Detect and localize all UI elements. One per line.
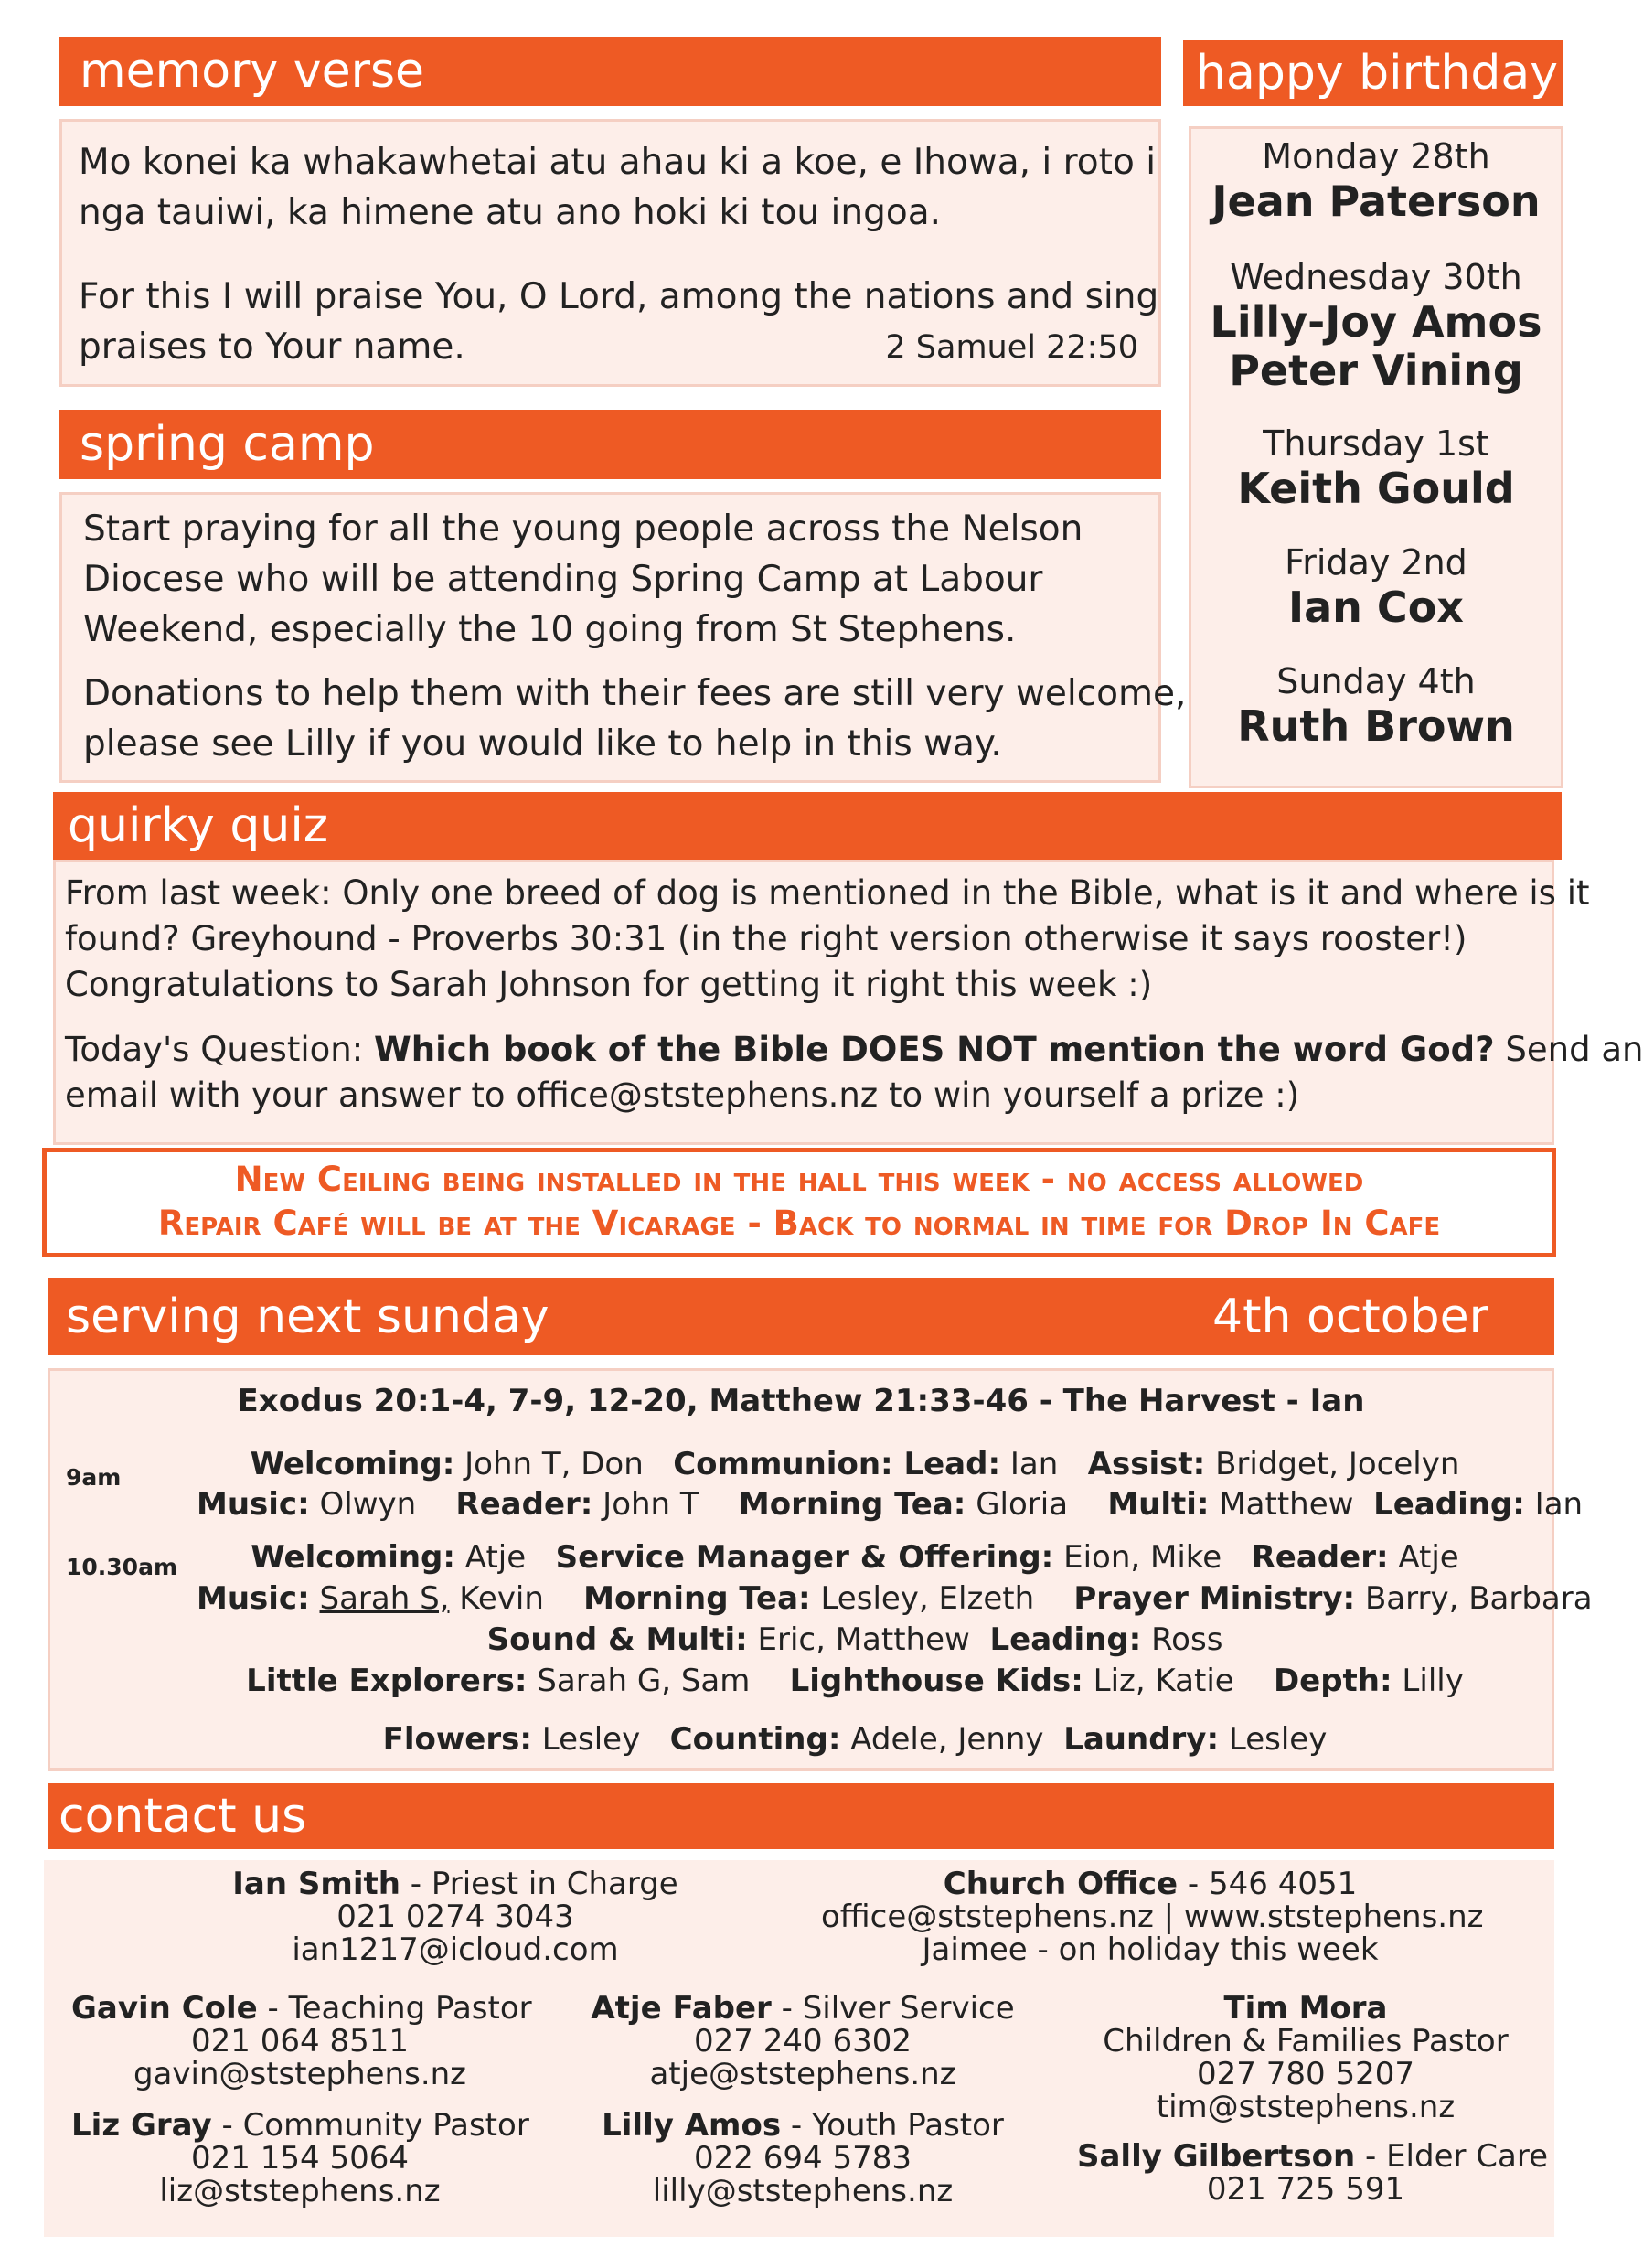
serving-1030-row-2	[197, 1580, 1593, 1617]
contact-title-text: Children & Families Pastor	[1103, 2023, 1509, 2059]
readings-text: Exodus 20:1-4, 7-9, 12-20, Matthew 21:33-46 - The Harvest - Ian	[237, 1383, 1365, 1419]
role-label: Lighthouse Kids:	[789, 1663, 1083, 1699]
role-label: Reader:	[455, 1486, 593, 1523]
birthday-name: Lilly-Joy Amos	[1210, 297, 1542, 347]
birthday-title: happy birthday	[1196, 46, 1558, 101]
birthday-name: Keith Gould	[1237, 464, 1515, 513]
notice-line-2: Repair Café will be at the Vicarage - Back to normal in time for Drop In Cafe	[157, 1204, 1441, 1243]
birthday-name: Jean Paterson	[1211, 177, 1541, 226]
contact-title-text: - Priest in Charge	[400, 1866, 678, 1902]
quirky-quiz-box	[53, 860, 1643, 1145]
notice-line-1: New Ceiling being installed in the hall this week - no access allowed	[234, 1160, 1364, 1199]
contact-box	[44, 1860, 1554, 2237]
role-names: Lesley	[531, 1721, 641, 1758]
role-names: Ian	[1000, 1446, 1059, 1482]
serving-extras-row	[105, 1721, 1605, 1758]
spring-camp-text: Weekend, especially the 10 going from St Stephens.	[83, 609, 1017, 650]
role-names: Matthew	[1209, 1486, 1354, 1523]
quirky-quiz-header	[53, 792, 1562, 860]
contact-name: Gavin Cole	[71, 1990, 258, 2027]
role-names: Kevin	[449, 1580, 544, 1617]
serving-box	[48, 1368, 1593, 1771]
role-label: Sound & Multi:	[486, 1621, 748, 1658]
role-names: Eion, Mike	[1053, 1539, 1222, 1576]
spring-camp-header	[59, 410, 1161, 479]
contact-name: Atje Faber	[591, 1990, 772, 2027]
role-label: Leading:	[989, 1621, 1142, 1658]
role-names: Barry, Barbara	[1355, 1580, 1593, 1617]
role-label: Welcoming:	[250, 1446, 455, 1482]
quiz-question-bold: Which book of the Bible DOES NOT mention the word God?	[373, 1030, 1495, 1069]
quiz-text: From last week: Only one breed of dog is mentioned in the Bible, what is it and where is it	[65, 873, 1590, 913]
role-label: Laundry:	[1063, 1721, 1220, 1758]
role-names: Atje	[455, 1539, 527, 1576]
service-time-1030am: 10.30am	[66, 1554, 177, 1580]
spring-camp-box	[59, 492, 1187, 783]
role-names: Sarah G, Sam	[527, 1663, 751, 1699]
contact-name: Sally Gilbertson	[1077, 2138, 1356, 2175]
role-label: Flowers:	[382, 1721, 532, 1758]
role-label: Depth:	[1273, 1663, 1392, 1699]
contact-email[interactable]: atje@ststephens.nz	[649, 2056, 956, 2092]
contact-name: Tim Mora	[1223, 1990, 1388, 2027]
contact-email-web[interactable]: office@ststephens.nz | www.ststephens.nz	[821, 1899, 1484, 1935]
role-label: Little Explorers:	[246, 1663, 528, 1699]
quiz-text: found? Greyhound - Proverbs 30:31 (in the right version otherwise it says rooster!)	[65, 919, 1467, 958]
role-names: John T	[592, 1486, 699, 1523]
serving-date: 4th october	[1212, 1289, 1488, 1344]
role-names: Atje	[1388, 1539, 1459, 1576]
contact-title-text: - Elder Care	[1355, 2138, 1549, 2175]
contact-note: Jaimee - on holiday this week	[922, 1931, 1379, 1968]
quiz-question-prefix: Today's Question:	[65, 1030, 374, 1069]
role-names: Adele, Jenny	[840, 1721, 1044, 1758]
spring-camp-text: please see Lilly if you would like to help in this way.	[83, 723, 1002, 765]
contact-email[interactable]: liz@ststephens.nz	[159, 2173, 441, 2209]
role-label: Music:	[197, 1580, 310, 1617]
role-label: Welcoming:	[251, 1539, 455, 1576]
role-label: Communion: Lead:	[673, 1446, 1001, 1482]
role-label: Morning Tea:	[583, 1580, 811, 1617]
maori-verse-line-1: Mo konei ka whakawhetai atu ahau ki a koe, e Ihowa, i roto i	[79, 142, 1157, 183]
role-names: Bridget, Jocelyn	[1205, 1446, 1460, 1482]
contact-title-text: - Community Pastor	[211, 2107, 529, 2144]
contact-lilly	[574, 2109, 1031, 2208]
contact-title-text: - Youth Pastor	[781, 2107, 1004, 2144]
role-names: Ian	[1524, 1486, 1584, 1523]
spring-camp-title: spring camp	[80, 417, 375, 472]
serving-1030-row-3	[197, 1621, 1513, 1658]
service-time-9am: 9am	[66, 1464, 122, 1491]
contact-phone: 027 780 5207	[1197, 2056, 1414, 2092]
birthday-day: Wednesday 30th	[1230, 257, 1522, 297]
serving-header	[48, 1278, 1554, 1355]
serving-9am-row-1	[197, 1446, 1513, 1482]
contact-name: Liz Gray	[71, 2107, 212, 2144]
spring-camp-text: Donations to help them with their fees are still very welcome,	[83, 673, 1187, 714]
contact-phone: 021 154 5064	[191, 2140, 409, 2177]
role-names: Olwyn	[309, 1486, 417, 1523]
contact-title: contact us	[59, 1789, 307, 1844]
english-verse-line-1: For this I will praise You, O Lord, among the nations and sing	[79, 276, 1159, 317]
contact-liz	[71, 2109, 528, 2208]
birthday-name: Peter Vining	[1229, 346, 1523, 395]
birthday-day: Thursday 1st	[1263, 423, 1489, 464]
contact-phone: 021 0274 3043	[336, 1899, 574, 1935]
readings	[50, 1383, 1552, 1419]
role-label: Service Manager & Offering:	[555, 1539, 1054, 1576]
role-names: Liz, Katie	[1083, 1663, 1234, 1699]
contact-email[interactable]: gavin@ststephens.nz	[133, 2056, 467, 2092]
memory-verse-header	[59, 37, 1161, 106]
quiz-question-suffix: Send an	[1494, 1030, 1643, 1069]
role-label: Leading:	[1373, 1486, 1525, 1523]
role-label: Morning Tea:	[738, 1486, 966, 1523]
birthday-box	[1189, 126, 1563, 788]
birthday-day: Sunday 4th	[1276, 661, 1476, 701]
role-label: Assist:	[1087, 1446, 1206, 1482]
contact-name: Church Office	[943, 1866, 1179, 1902]
contact-phone: - 546 4051	[1178, 1866, 1358, 1902]
contact-title-text: - Silver Service	[771, 1990, 1015, 2027]
role-names: Lesley	[1219, 1721, 1328, 1758]
role-names: Lilly	[1392, 1663, 1464, 1699]
role-names: Ross	[1141, 1621, 1223, 1658]
spring-camp-text: Start praying for all the young people across the Nelson	[83, 508, 1083, 550]
contact-title-text: - Teaching Pastor	[257, 1990, 532, 2027]
contact-atje	[574, 1992, 1031, 2091]
contact-tim	[1077, 1992, 1534, 2124]
role-label: Counting:	[669, 1721, 841, 1758]
role-names: John T, Don	[454, 1446, 644, 1482]
birthday-day: Friday 2nd	[1285, 542, 1467, 583]
contact-phone: 021 064 8511	[191, 2023, 409, 2059]
role-names: Eric, Matthew	[747, 1621, 970, 1658]
quiz-text: Congratulations to Sarah Johnson for getting it right this week :)	[65, 965, 1153, 1004]
contact-office	[821, 1866, 1484, 1968]
contact-ian	[172, 1867, 739, 1966]
birthday-header	[1183, 40, 1563, 106]
contact-sally	[1077, 2138, 1549, 2208]
contact-phone: 021 725 591	[1206, 2171, 1405, 2208]
contact-phone: 022 694 5783	[694, 2140, 912, 2177]
serving-1030-row-4	[197, 1663, 1513, 1699]
spring-camp-text: Diocese who will be attending Spring Camp at Labour	[83, 559, 1043, 600]
quiz-text: email with your answer to office@ststephens.nz to win yourself a prize :)	[65, 1075, 1300, 1115]
role-label: Reader:	[1251, 1539, 1389, 1576]
contact-email[interactable]: lilly@ststephens.nz	[652, 2173, 954, 2209]
memory-verse-box	[59, 119, 1161, 387]
contact-email[interactable]: tim@ststephens.nz	[1156, 2089, 1456, 2125]
birthday-day: Monday 28th	[1262, 136, 1490, 177]
birthday-name: Ian Cox	[1288, 583, 1464, 632]
contact-email[interactable]: ian1217@icloud.com	[292, 1931, 619, 1968]
verse-reference: 2 Samuel 22:50	[885, 329, 1138, 366]
memory-verse-title: memory verse	[80, 44, 425, 99]
contact-name: Lilly Amos	[602, 2107, 782, 2144]
quirky-quiz-title: quirky quiz	[68, 798, 329, 853]
contact-phone: 027 240 6302	[694, 2023, 912, 2059]
contact-header	[48, 1783, 1554, 1849]
role-names: Gloria	[966, 1486, 1069, 1523]
role-label: Prayer Ministry:	[1073, 1580, 1356, 1617]
serving-9am-row-2	[197, 1486, 1584, 1523]
quiz-question	[65, 1030, 1643, 1069]
role-label: Music:	[197, 1486, 310, 1523]
notice-box	[42, 1148, 1556, 1257]
role-names: Lesley, Elzeth	[810, 1580, 1035, 1617]
serving-1030-row-1	[197, 1539, 1513, 1576]
birthday-name: Ruth Brown	[1237, 701, 1515, 751]
contact-name: Ian Smith	[232, 1866, 400, 1902]
role-label: Multi:	[1107, 1486, 1210, 1523]
english-verse-line-2: praises to Your name.	[79, 326, 465, 368]
role-names: Sarah S,	[319, 1580, 450, 1617]
maori-verse-line-2: nga tauiwi, ka himene atu ano hoki ki tou ingoa.	[79, 192, 942, 233]
serving-title: serving next sunday	[66, 1289, 549, 1344]
contact-gavin	[71, 1990, 532, 2092]
